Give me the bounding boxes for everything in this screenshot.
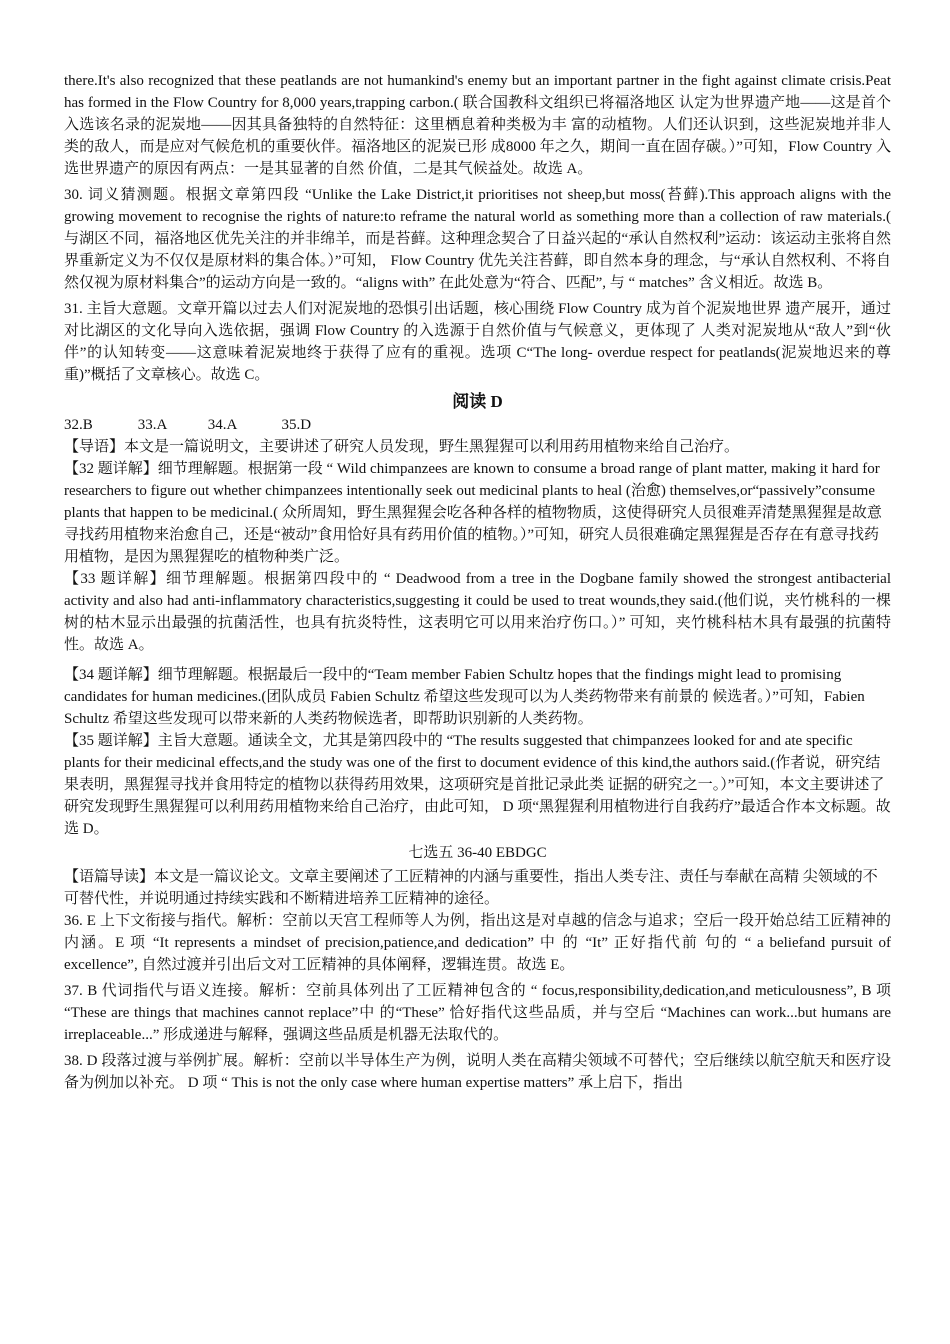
section-title-seven-choose-five: 七选五 36-40 EBDGC [408, 845, 547, 861]
paragraph-38-explanation: 38. D 段落过渡与举例扩展。解析：空前以半导体生产为例，说明人类在高精尖领域不可替代；空后继续以航空航天和医疗设备为例加以补充。 D 项 “ This is not the only case where human expertise matters” 承上启下，指出 [64, 1053, 891, 1091]
paragraph-29-explanation: there.It's also recognized that these peatlands are not humankind's enemy but an important partner in the fight against climate crisis.Peat has formed in the Flow Country for 8,000 years,trapping carbon.( 联合国教科文组织已将福洛地区 认定为世界遗产地——这是首个入选该名录的泥炭地——因其具备独特的自然特征：这里栖息着种类极为丰 富的动植物。人们还认识到，这些泥炭地并非人类的敌人，而是应对气候危机的重要伙伴。福洛地区的泥炭已形 成8000 年之久，期间一直在固存碳。）”可知，Flow Country 入选世界遗产的原因有两点：一是其显著的自然 价值，二是其气候益处。故选 A。 [64, 73, 891, 177]
paragraph-32-explanation: 【32 题详解】细节理解题。根据第一段 “ Wild chimpanzees are known to consume a broad range of plant matter, making it hard for researchers to figure out whether chimpanzees intentionally seek out medicinal plants to heal (治愈) themselves,or“passively”consume plants that happen to be medicinal.( 众所周知，野生黑猩猩会吃各种各样的植物物质，这使得研究人员很难弄清楚黑猩猩是故意寻找药用植物来治愈自己，还是“被动”食用恰好具有药用价值的植物。）”可知，研究人员很难确定黑猩猩是否存在有意寻找药用植物，是因为黑猩猩吃的植物种类广泛。 [64, 461, 882, 565]
paragraph-33-explanation: 【33 题详解】细节理解题。根据第四段中的 “ Deadwood from a tree in the Dogbane family showed the strongest antibacterial activity and also had anti-inflammatory characteristics,suggesting it could be used to treat wounds,they said.(他们说，夹竹桃科的一棵树的枯木显示出最强的抗菌活性，也具有抗炎特性，这表明它可以用来治疗伤口。）” 可知，夹竹桃科枯木具有最强的抗菌特性。故选 A。 [64, 571, 891, 653]
answer-key-32-35: 32.B 33.A 34.A 35.D [64, 417, 312, 433]
section-title-reading-d: 阅读 D [452, 392, 503, 411]
paragraph-35-explanation: 【35 题详解】主旨大意题。通读全文，尤其是第四段中的 “The results suggested that chimpanzees looked for and ate specific plants for their medicinal effects,and the study was one of the first to document evidence of this kind,the authors said.(作者说，研究结果表明，黑猩猩寻找并食用特定的植物以获得药用效果，这项研究是首批记录此类 证据的研究之一。）”可知，本文主要讲述了研究发现野生黑猩猩可以利用药用植物来给自己治疗，由此可知， D 项“黑猩猩利用植物进行自我药疗”最适合作本文标题。故选 D。 [64, 733, 891, 837]
paragraph-31-explanation: 31. 主旨大意题。文章开篇以过去人们对泥炭地的恐惧引出话题，核心围绕 Flow Country 成为首个泥炭地世界 遗产展开，通过对比湖区的文化导向入选依据，强调 Flow Country 的入选源于自然价值与气候意义，更体现了 人类对泥炭地从“敌人”到“伙伴”的认知转变——这意味着泥炭地终于获得了应有的重视。选项 C“The long- overdue respect for peatlands(泥炭地迟来的尊重)”概括了文章核心。故选 C。 [64, 301, 891, 383]
paragraph-intro-d: 【导语】本文是一篇说明文，主要讲述了研究人员发现，野生黑猩猩可以利用药用植物来给自己治疗。 [64, 439, 740, 455]
paragraph-intro-seven-choose-five: 【语篇导读】本文是一篇议论文。文章主要阐述了工匠精神的内涵与重要性，指出人类专注、责任与奉献在高精 尖领域的不可替代性，并说明通过持续实践和不断精进培养工匠精神的途径。 [64, 869, 878, 907]
paragraph-37-explanation: 37. B 代词指代与语义连接。解析：空前具体列出了工匠精神包含的 “ focus,responsibility,dedication,and meticulousness”, B 项 “These are things that machines cannot replace”中 的“These” 恰好指代这些品质，并与空后 “Machines can work...but humans are irreplaceable...” 形成递进与解释，强调这些品质是机器无法取代的。 [64, 983, 891, 1043]
paragraph-30-explanation: 30. 词义猜测题。根据文章第四段 “Unlike the Lake District,it prioritises not sheep,but moss(苔藓).This approach aligns with the growing movement to recognise the rights of nature:to reframe the natural world as something more than a collection of raw materials.( 与湖区不同，福洛地区优先关注的并非绵羊，而是苔藓。这种理念契合了日益兴起的“承认自然权利”运动：该运动主张将自然界重新定义为不仅仅是原材料的集合体。）”可知， Flow Country 优先关注苔藓，即自然本身的理念，与“承认自然权利、不将自然仅视为原材料集合”的运动方向是一致的。“aligns with” 在此处意为“符合、匹配”, 与 “ matches” 含义相近。故选 B。 [64, 187, 891, 291]
document-page [64, 70, 891, 1098]
paragraph-34-explanation: 【34 题详解】细节理解题。根据最后一段中的“Team member Fabien Schultz hopes that the findings might lead to promising candidates for human medicines.(团队成员 Fabien Schultz 希望这些发现可以为人类药物带来有前景的 候选者。）”可知，Fabien Schultz 希望这些发现可以带来新的人类药物候选者，即帮助识别新的人类药物。 [64, 667, 865, 727]
paragraph-36-explanation: 36. E 上下文衔接与指代。解析：空前以天宫工程师等人为例，指出这是对卓越的信念与追求；空后一段开始总结工匠精神的内涵。E 项 “It represents a mindset of precision,patience,and dedication” 中 的 “It” 正好指代前 句的 “ a beliefand pursuit of excellence”, 自然过渡并引出后文对工匠精神的具体阐释，逻辑连贯。故选 E。 [64, 913, 891, 973]
